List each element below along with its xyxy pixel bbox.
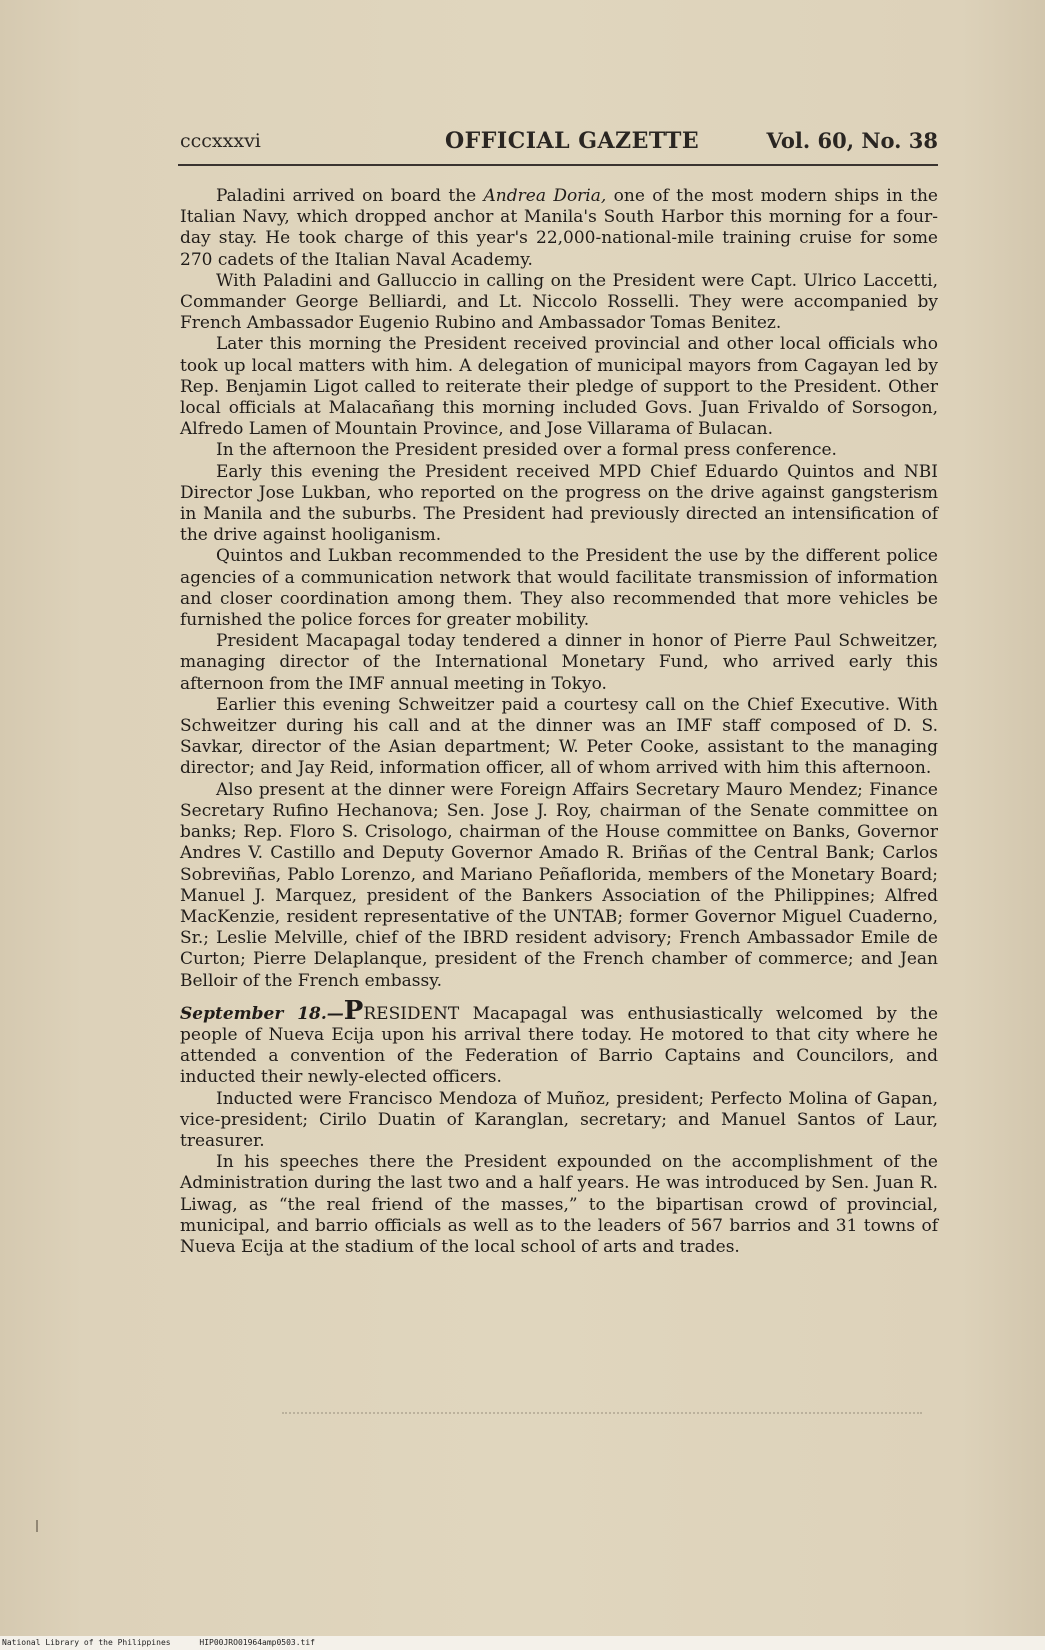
margin-mark bbox=[36, 1520, 38, 1532]
paragraph-11: In his speeches there the President expounded on the accomplishment of the Administration during the last two and a half years. He was introduced by Sen. Juan R. Liwag, as “the real friend of the masses,” to the bipartisan crowd of provincial, municipal, and barrio officials as well as to the leaders of 567 barrios and 31 towns of Nueva Ecija at the stadium of the local school of arts and trades. bbox=[180, 1152, 938, 1257]
header-rule bbox=[178, 164, 938, 166]
paragraph-3: Later this morning the President received provincial and other local officials who took up local matters with him. A delegation of municipal mayors from Cagayan led by Rep. Benjamin Ligot called to reiterate their pledge of support to the President. Other local officials at Malacañang this morning included Govs. Juan Frivaldo of Sorsogon, Alfredo Lamen of Mountain Province, and Jose Villarama of Bulacan. bbox=[180, 334, 938, 440]
dateline-paragraph bbox=[180, 995, 939, 1089]
entry-date: September 18.— bbox=[180, 1003, 344, 1024]
paragraph-9: Also present at the dinner were Foreign Affairs Secretary Mauro Mendez; Finance Secretary Rufino Hechanova; Sen. Jose J. Roy, chairman of the Senate committee on banks; Rep. Floro S. Crisologo, chairman of the House committee on Banks, Governor Andres V. Castillo and Deputy Governor Amado R. Briñas of the Central Bank; Carlos Sobreviñas, Pablo Lorenzo, and Mariano Peñaflorida, members of the Monetary Board; Manuel J. Marquez, president of the Bankers Association of the Philippines; Alfred MacKenzie, resident representative of the UNTAB; former Governor Miguel Cuaderno, Sr.; Leslie Melville, chief of the IBRD resident advisory; French Ambassador Emile de Curton; Pierre Delaplanque, president of the French chamber of commerce; and Jean Belloir of the French embassy. bbox=[180, 779, 938, 991]
volume-number: Vol. 60, No. 38 bbox=[766, 128, 938, 153]
page-folio: cccxxxvi bbox=[180, 130, 261, 152]
footer-library: National Library of the Philippines bbox=[2, 1638, 171, 1647]
scan-footer bbox=[0, 1636, 1045, 1650]
paragraph-6: Quintos and Lukban recommended to the President the use by the different police agencies of a communication network that would facilitate transmission of information and closer coordination among them. They also recommended that more vehicles be furnished the police forces for greater mobility. bbox=[180, 546, 938, 631]
ship-name: Andrea Doria, bbox=[483, 186, 607, 206]
article-body bbox=[180, 186, 938, 1258]
publication-title: OFFICIAL GAZETTE bbox=[445, 128, 700, 154]
running-header bbox=[180, 130, 938, 160]
dateline-text: RESIDENT Macapagal was enthusiastically welcomed by the people of Nueva Ecija upon his arrival there today. He motored to that city where he attended a convention of the Federation of Barrio Captains and Councilors, and inducted their newly-elected officers. bbox=[180, 1003, 939, 1088]
paragraph-1 bbox=[180, 186, 938, 271]
paragraph-1-before: Paladini arrived on board the bbox=[216, 186, 484, 206]
paragraph-1-after: one of the most modern ships in the Italian Navy, which dropped anchor at Manila's South Harbor this morning for a four-day stay. He took charge of this year's 22,000-national-mile training cruise for some 270 cadets of the Italian Naval Academy. bbox=[180, 186, 938, 270]
paragraph-10: Inducted were Francisco Mendoza of Muñoz, president; Perfecto Molina of Gapan, vice-president; Cirilo Duatin of Karanglan, secretary; and Manuel Santos of Laur, treasurer. bbox=[180, 1088, 938, 1151]
footer-file: HIP00JRO01964amp0503.tif bbox=[199, 1638, 315, 1647]
paragraph-7: President Macapagal today tendered a dinner in honor of Pierre Paul Schweitzer, managing director of the International Monetary Fund, who arrived early this afternoon from the IMF annual meeting in Tokyo. bbox=[180, 631, 938, 694]
faded-show-through bbox=[282, 1412, 922, 1428]
paragraph-4: In the afternoon the President presided over a formal press conference. bbox=[216, 440, 837, 461]
drop-cap: P bbox=[343, 995, 364, 1026]
paragraph-2: With Paladini and Galluccio in calling on the President were Capt. Ulrico Laccetti, Commander George Belliardi, and Lt. Niccolo Rosselli. They were accompanied by French Ambassador Eugenio Rubino and Ambassador Tomas Benitez. bbox=[180, 270, 938, 334]
paragraph-8: Earlier this evening Schweitzer paid a courtesy call on the Chief Executive. With Schweitzer during his call and at the dinner was an IMF staff composed of D. S. Savkar, director of the Asian department; W. Peter Cooke, assistant to the managing director; and Jay Reid, information officer, all of whom arrived with him this afternoon. bbox=[180, 694, 938, 779]
paragraph-5: Early this evening the President received MPD Chief Eduardo Quintos and NBI Director Jose Lukban, who reported on the progress on the drive against gangsterism in Manila and the suburbs. The President had previously directed an intensification of the drive against hooliganism. bbox=[180, 461, 938, 546]
